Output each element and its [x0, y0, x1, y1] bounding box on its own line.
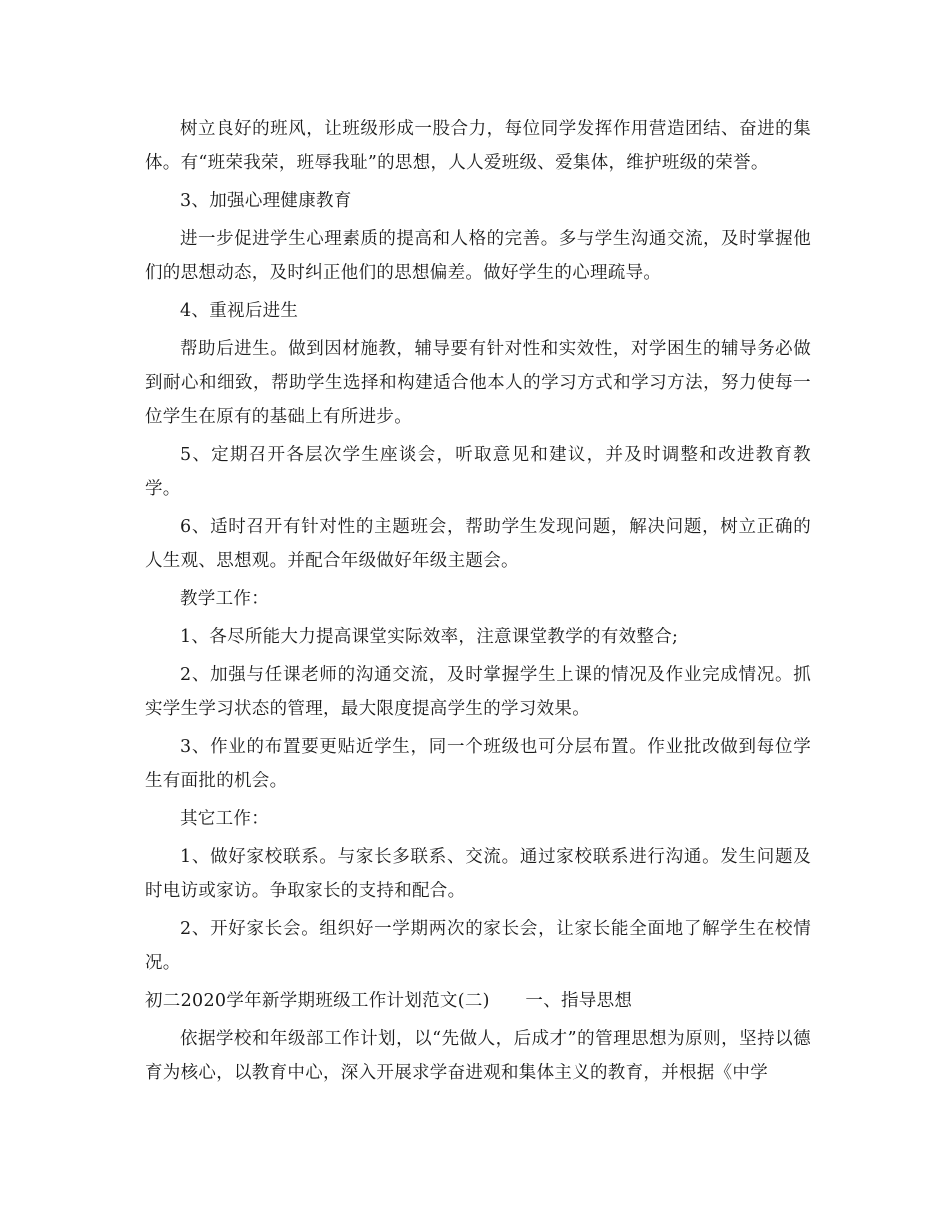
- paragraph-other-item-2: 2、开好家长会。组织好一学期两次的家长会，让家长能全面地了解学生在校情况。: [145, 919, 811, 973]
- paragraph-other-item-1: 1、做好家校联系。与家长多联系、交流。通过家校联系进行沟通。发生问题及时电访或家访。争取家长的支持和配合。: [145, 847, 811, 901]
- document-page: [145, 112, 811, 1094]
- paragraph-teaching-work-heading: 教学工作：: [180, 589, 269, 609]
- paragraph-class-spirit: 树立良好的班风，让班级形成一股合力，每位同学发挥作用营造团结、奋进的集体。有“班荣我荣，班辱我耻”的思想，人人爱班级、爱集体，维护班级的荣誉。: [145, 119, 811, 173]
- paragraph-teaching-item-1: 1、各尽所能大力提高课堂实际效率，注意课堂教学的有效整合;: [180, 627, 679, 647]
- paragraph-guiding-ideology: 依据学校和年级部工作计划，以“先做人，后成才”的管理思想为原则，坚持以德育为核心，以教育中心，深入开展求学奋进观和集体主义的教育，并根据《中学: [145, 1029, 811, 1083]
- paragraph-other-work-heading: 其它工作：: [180, 809, 269, 829]
- paragraph-mental-health-heading: 3、加强心理健康教育: [180, 191, 352, 211]
- paragraph-student-forums: 5、定期召开各层次学生座谈会，听取意见和建议，并及时调整和改进教育教学。: [145, 445, 811, 499]
- section-title: 初二2020学年新学期班级工作计划范文(二) 一、指导思想: [145, 991, 633, 1011]
- paragraph-struggling-students-heading: 4、重视后进生: [180, 301, 299, 321]
- paragraph-theme-meetings: 6、适时召开有针对性的主题班会，帮助学生发现问题，解决问题，树立正确的人生观、思想观。并配合年级做好年级主题会。: [145, 517, 811, 571]
- paragraph-struggling-students: 帮助后进生。做到因材施教，辅导要有针对性和实效性，对学困生的辅导务必做到耐心和细致，帮助学生选择和构建适合他本人的学习方式和学习方法，努力使每一位学生在原有的基础上有所进步。: [145, 339, 811, 427]
- paragraph-mental-health: 进一步促进学生心理素质的提高和人格的完善。多与学生沟通交流，及时掌握他们的思想动态，及时纠正他们的思想偏差。做好学生的心理疏导。: [145, 229, 811, 283]
- paragraph-teaching-item-2: 2、加强与任课老师的沟通交流，及时掌握学生上课的情况及作业完成情况。抓实学生学习状态的管理，最大限度提高学生的学习效果。: [145, 665, 811, 719]
- paragraph-teaching-item-3: 3、作业的布置要更贴近学生，同一个班级也可分层布置。作业批改做到每位学生有面批的机会。: [145, 737, 811, 791]
